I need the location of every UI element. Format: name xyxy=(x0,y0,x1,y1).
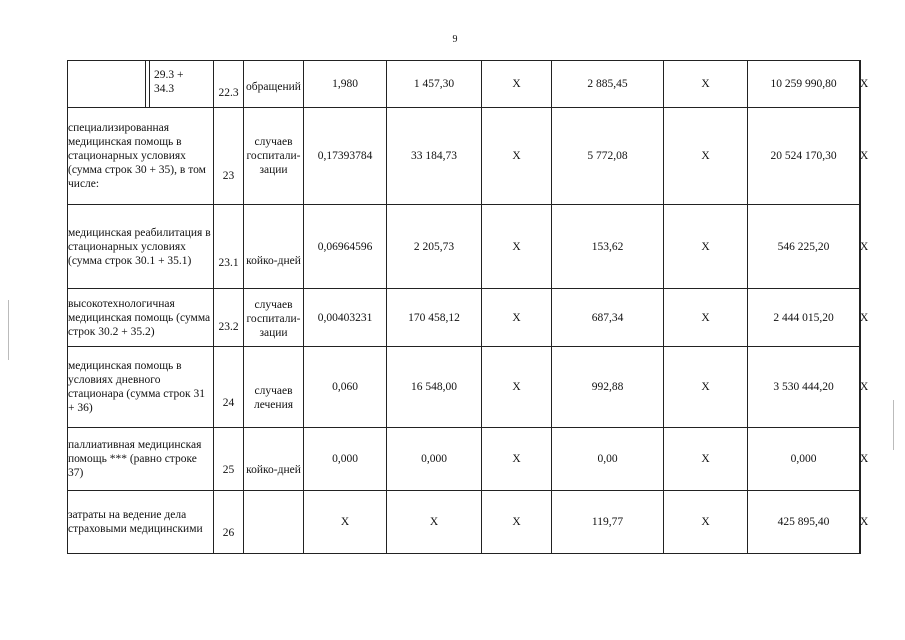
value-cell: Х xyxy=(664,289,748,347)
value-cell: Х xyxy=(482,428,552,491)
row-number: 23.2 xyxy=(214,289,244,347)
value-cell: Х xyxy=(860,347,861,428)
table-row xyxy=(68,428,861,491)
tariff-table xyxy=(67,60,869,554)
value-cell: 0,17393784 xyxy=(304,108,387,205)
row-number: 24 xyxy=(214,347,244,428)
value-cell: 0,000 xyxy=(748,428,860,491)
blank-subcell xyxy=(68,61,146,107)
value-cell: 992,88 xyxy=(552,347,664,428)
scan-edge-mark xyxy=(893,400,894,450)
row-unit xyxy=(244,491,304,554)
scan-edge-mark xyxy=(8,300,9,360)
value-cell: 119,77 xyxy=(552,491,664,554)
row-ref: 29.3 + 34.3 xyxy=(154,69,184,95)
value-cell: 0,060 xyxy=(304,347,387,428)
value-cell: 2 444 015,20 xyxy=(748,289,860,347)
value-cell: 1,980 xyxy=(304,61,387,108)
value-cell: Х xyxy=(387,491,482,554)
table-row xyxy=(68,347,861,428)
table-row xyxy=(68,61,861,108)
value-cell: 0,000 xyxy=(387,428,482,491)
value-cell: 2 885,45 xyxy=(552,61,664,108)
table-row xyxy=(68,491,861,554)
value-cell: 33 184,73 xyxy=(387,108,482,205)
value-cell: Х xyxy=(482,205,552,289)
row-unit: койко-дней xyxy=(244,205,304,289)
value-cell: Х xyxy=(860,205,861,289)
row-name: высокотехнологичная медицинская помощь (сумма строк 30.2 + 35.2) xyxy=(68,289,214,347)
value-cell: Х xyxy=(860,61,861,108)
value-cell: Х xyxy=(482,491,552,554)
value-cell: Х xyxy=(664,108,748,205)
value-cell: 170 458,12 xyxy=(387,289,482,347)
row-unit: случаев госпитали-зации xyxy=(244,289,304,347)
row-name: медицинская реабилитация в стационарных условиях (сумма строк 30.1 + 35.1) xyxy=(68,205,214,289)
value-cell: Х xyxy=(482,108,552,205)
value-cell: Х xyxy=(664,428,748,491)
value-cell: Х xyxy=(860,289,861,347)
table-row xyxy=(68,289,861,347)
value-cell: Х xyxy=(664,205,748,289)
row-number: 26 xyxy=(214,491,244,554)
row-name: медицинская помощь в условиях дневного стационара (сумма строк 31 + 36) xyxy=(68,347,214,428)
row-number: 23 xyxy=(214,108,244,205)
value-cell: Х xyxy=(664,347,748,428)
value-cell: Х xyxy=(482,347,552,428)
value-cell: Х xyxy=(664,61,748,108)
value-cell: Х xyxy=(482,289,552,347)
value-cell: 1 457,30 xyxy=(387,61,482,108)
value-cell: 16 548,00 xyxy=(387,347,482,428)
row-name: затраты на ведение дела страховыми медицинскими xyxy=(68,491,214,554)
value-cell: 0,000 xyxy=(304,428,387,491)
value-cell: 5 772,08 xyxy=(552,108,664,205)
value-cell: 425 895,40 xyxy=(748,491,860,554)
row-number: 25 xyxy=(214,428,244,491)
value-cell: Х xyxy=(482,61,552,108)
table-row xyxy=(68,205,861,289)
value-cell: 3 530 444,20 xyxy=(748,347,860,428)
value-cell: Х xyxy=(860,428,861,491)
value-cell: Х xyxy=(860,108,861,205)
page-number: 9 xyxy=(452,34,458,45)
value-cell: Х xyxy=(304,491,387,554)
table-row xyxy=(68,108,861,205)
row-number: 22.3 xyxy=(214,61,244,108)
value-cell: 0,06964596 xyxy=(304,205,387,289)
row-number: 23.1 xyxy=(214,205,244,289)
value-cell: 0,00403231 xyxy=(304,289,387,347)
row-unit: случаев лечения xyxy=(244,347,304,428)
value-cell: 153,62 xyxy=(552,205,664,289)
value-cell: 0,00 xyxy=(552,428,664,491)
value-cell: Х xyxy=(664,491,748,554)
row-unit: случаев госпитали-зации xyxy=(244,108,304,205)
value-cell: Х xyxy=(860,491,861,554)
value-cell: 10 259 990,80 xyxy=(748,61,860,108)
value-cell: 20 524 170,30 xyxy=(748,108,860,205)
row-name-cell xyxy=(68,61,214,108)
value-cell: 546 225,20 xyxy=(748,205,860,289)
row-unit: койко-дней xyxy=(244,428,304,491)
value-cell: 2 205,73 xyxy=(387,205,482,289)
row-name: паллиативная медицинская помощь *** (равно строке 37) xyxy=(68,428,214,491)
row-unit: обращений xyxy=(244,61,304,108)
value-cell: 687,34 xyxy=(552,289,664,347)
row-name: специализированная медицинская помощь в стационарных условиях (сумма строк 30 + 35), в том числе: xyxy=(68,108,214,205)
